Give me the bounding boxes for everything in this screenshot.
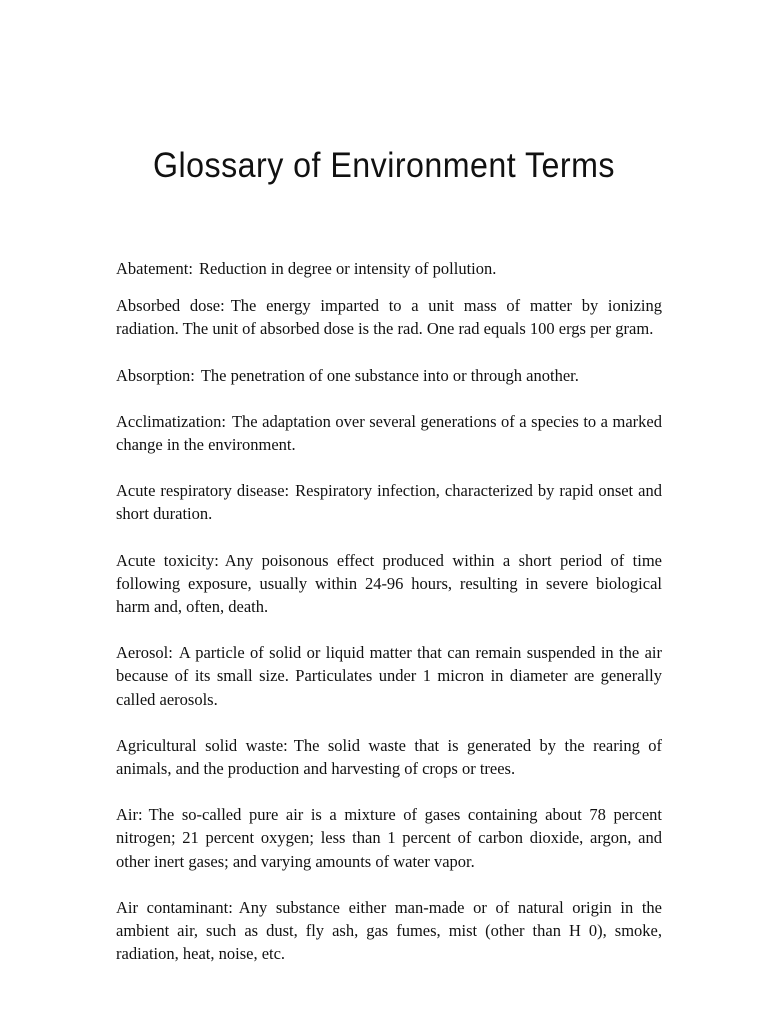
glossary-term: Acute respiratory disease: [116, 481, 290, 501]
glossary-definition: Reduction in degree or intensity of pollution. [198, 259, 497, 278]
glossary-definition: The adaptation over several generations of a species to a marked change in the environment. [116, 411, 662, 455]
glossary-definition: The penetration of one substance into or through another. [200, 365, 579, 385]
glossary-definition: The energy imparted to a unit mass of matter by ionizing radiation. The unit of absorbed dose is the rad. One rad equals 100 ergs per gram. [116, 296, 663, 339]
glossary-definition: A particle of solid or liquid matter that can remain suspended in the air because of its small size. Particulates under 1 micron in diameter are generally called aerosols. [116, 643, 662, 709]
glossary-list [116, 257, 662, 965]
glossary-definition: Respiratory infection, characterized by rapid onset and short duration. [116, 481, 662, 524]
glossary-entry-air [116, 803, 662, 873]
page-title: Glossary of Environment Terms [153, 146, 615, 185]
glossary-term: Absorption: [116, 365, 195, 385]
glossary-entry-acute-respiratory-disease [116, 479, 662, 525]
glossary-entry-acute-toxicity [116, 549, 662, 619]
glossary-entry-absorption [116, 364, 662, 387]
glossary-entry-acclimatization [116, 410, 662, 456]
glossary-entry-absorbed-dose [116, 294, 662, 340]
glossary-definition: Any poisonous effect produced within a short period of time following exposure, usually within 24-96 hours, resulting in severe biological harm and, often, death. [116, 550, 662, 617]
glossary-term: Abatement: [116, 259, 193, 278]
glossary-definition: The solid waste that is generated by the rearing of animals, and the production and harvesting of crops or trees. [116, 735, 662, 779]
glossary-entry-agricultural-solid-waste [116, 734, 662, 780]
glossary-term: Air contaminant: [116, 897, 233, 917]
glossary-term: Air: [116, 805, 143, 825]
glossary-term: Agricultural solid waste: [116, 735, 288, 755]
glossary-term: Acclimatization: [116, 411, 226, 431]
glossary-term: Absorbed dose: [116, 296, 225, 316]
glossary-entry-aerosol [116, 641, 662, 711]
glossary-definition: Any substance either man-made or of natural origin in the ambient air, such as dust, fly ash, gas fumes, mist (other than H 0), smoke, radiation, heat, noise, etc. [116, 897, 662, 964]
glossary-term: Acute toxicity: [116, 550, 219, 570]
glossary-entry-abatement [116, 257, 662, 280]
glossary-entry-air-contaminant [116, 896, 662, 966]
glossary-term: Aerosol: [116, 643, 173, 663]
glossary-definition: The so-called pure air is a mixture of gases containing about 78 percent nitrogen; 21 percent oxygen; less than 1 percent of carbon dioxide, argon, and other inert gases; and varying amounts of water vapor. [116, 805, 662, 871]
